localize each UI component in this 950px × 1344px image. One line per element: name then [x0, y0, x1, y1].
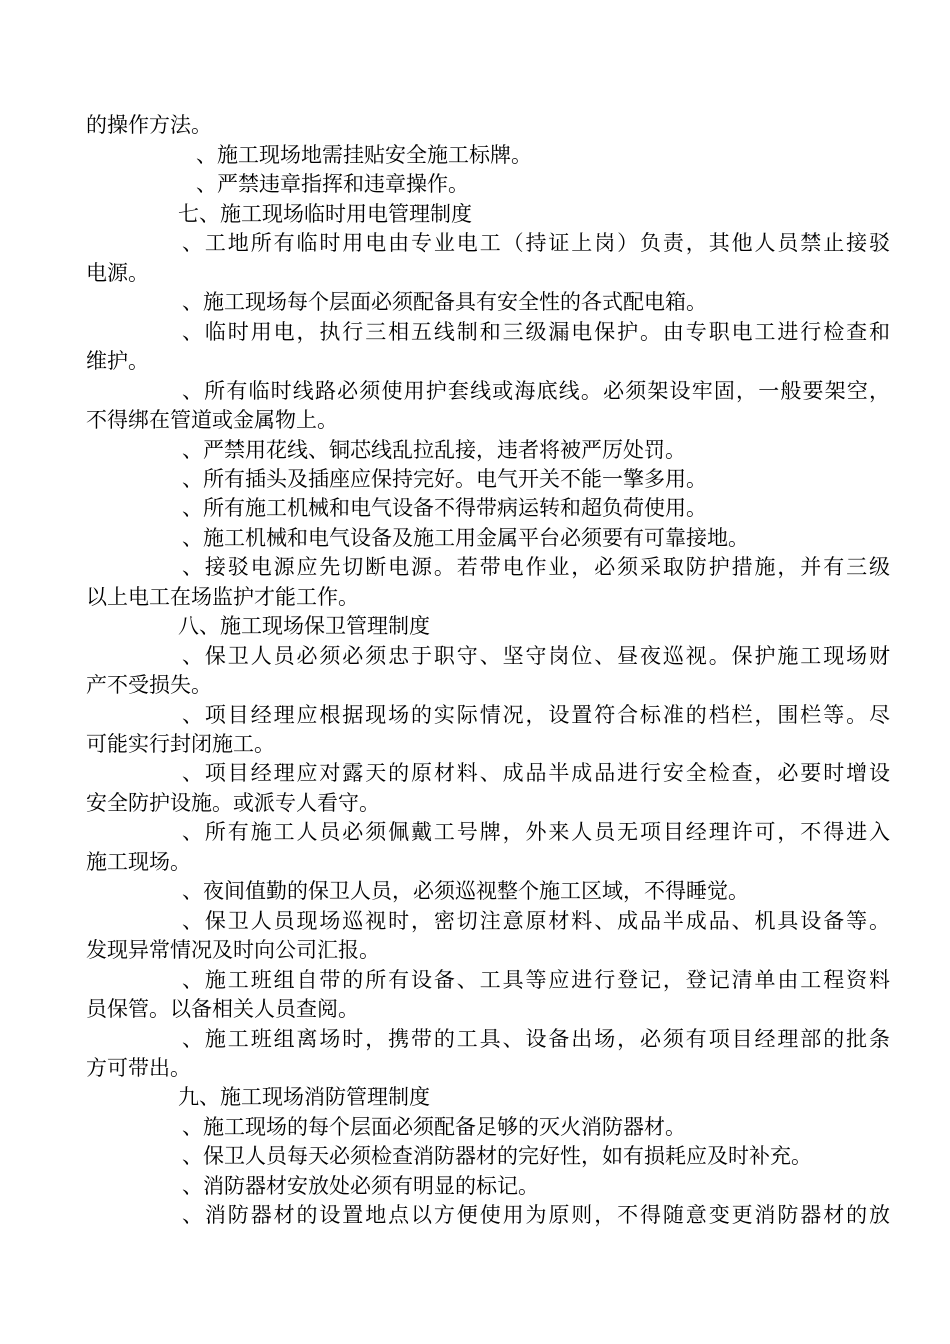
- list-item: 、项目经理应根据现场的实际情况，设置符合标准的档栏，围栏等。尽: [182, 703, 890, 727]
- list-item: 、保卫人员现场巡视时，密切注意原材料、成品半成品、机具设备等。: [182, 909, 890, 933]
- text-line: 方可带出。: [86, 1056, 191, 1080]
- list-item: 、严禁用花线、铜芯线乱拉乱接，违者将被严厉处罚。: [182, 438, 686, 462]
- list-item: 、施工班组自带的所有设备、工具等应进行登记，登记清单由工程资料: [182, 968, 890, 992]
- text-line: 安全防护设施。或派专人看守。: [86, 791, 380, 815]
- text-line: 不得绑在管道或金属物上。: [86, 408, 338, 432]
- list-item: 、施工班组离场时，携带的工具、设备出场，必须有项目经理部的批条: [182, 1027, 890, 1051]
- list-item: 、保卫人员每天必须检查消防器材的完好性，如有损耗应及时补充。: [182, 1144, 812, 1168]
- text-line: 产不受损失。: [86, 673, 212, 697]
- section-heading-9: 九、施工现场消防管理制度: [178, 1085, 430, 1109]
- text-line: 的操作方法。: [86, 113, 212, 137]
- list-item: 、夜间值勤的保卫人员，必须巡视整个施工区域，不得睡觉。: [182, 879, 749, 903]
- list-item: 、施工现场的每个层面必须配备足够的灭火消防器材。: [182, 1115, 686, 1139]
- text-line: 员保管。以备相关人员查阅。: [86, 997, 359, 1021]
- list-item: 、消防器材安放处必须有明显的标记。: [182, 1174, 539, 1198]
- list-item: 、工地所有临时用电由专业电工（持证上岗）负责，其他人员禁止接驳: [182, 231, 890, 255]
- text-line: 维护。: [86, 349, 149, 373]
- list-item: 、严禁违章指挥和违章操作。: [196, 172, 469, 196]
- list-item: 、所有施工人员必须佩戴工号牌，外来人员无项目经理许可，不得进入: [182, 820, 890, 844]
- list-item: 、所有施工机械和电气设备不得带病运转和超负荷使用。: [182, 496, 707, 520]
- text-line: 发现异常情况及时向公司汇报。: [86, 938, 380, 962]
- section-heading-8: 八、施工现场保卫管理制度: [178, 614, 430, 638]
- list-item: 、消防器材的设置地点以方便使用为原则，不得随意变更消防器材的放: [182, 1203, 890, 1227]
- text-line: 施工现场。: [86, 850, 191, 874]
- list-item: 、保卫人员必须必须忠于职守、坚守岗位、昼夜巡视。保护施工现场财: [182, 644, 890, 668]
- list-item: 、所有插头及插座应保持完好。电气开关不能一擎多用。: [182, 467, 707, 491]
- text-line: 电源。: [86, 261, 149, 285]
- list-item: 、所有临时线路必须使用护套线或海底线。必须架设牢固，一般要架空，: [182, 379, 890, 403]
- text-line: 可能实行封闭施工。: [86, 732, 275, 756]
- list-item: 、施工现场地需挂贴安全施工标牌。: [196, 143, 532, 167]
- list-item: 、施工现场每个层面必须配备具有安全性的各式配电箱。: [182, 290, 707, 314]
- text-line: 以上电工在场监护才能工作。: [86, 585, 359, 609]
- list-item: 、接驳电源应先切断电源。若带电作业，必须采取防护措施，并有三级: [182, 555, 890, 579]
- list-item: 、施工机械和电气设备及施工用金属平台必须要有可靠接地。: [182, 526, 749, 550]
- list-item: 、临时用电，执行三相五线制和三级漏电保护。由专职电工进行检查和: [182, 320, 890, 344]
- list-item: 、项目经理应对露天的原材料、成品半成品进行安全检查，必要时增设: [182, 761, 890, 785]
- section-heading-7: 七、施工现场临时用电管理制度: [178, 202, 472, 226]
